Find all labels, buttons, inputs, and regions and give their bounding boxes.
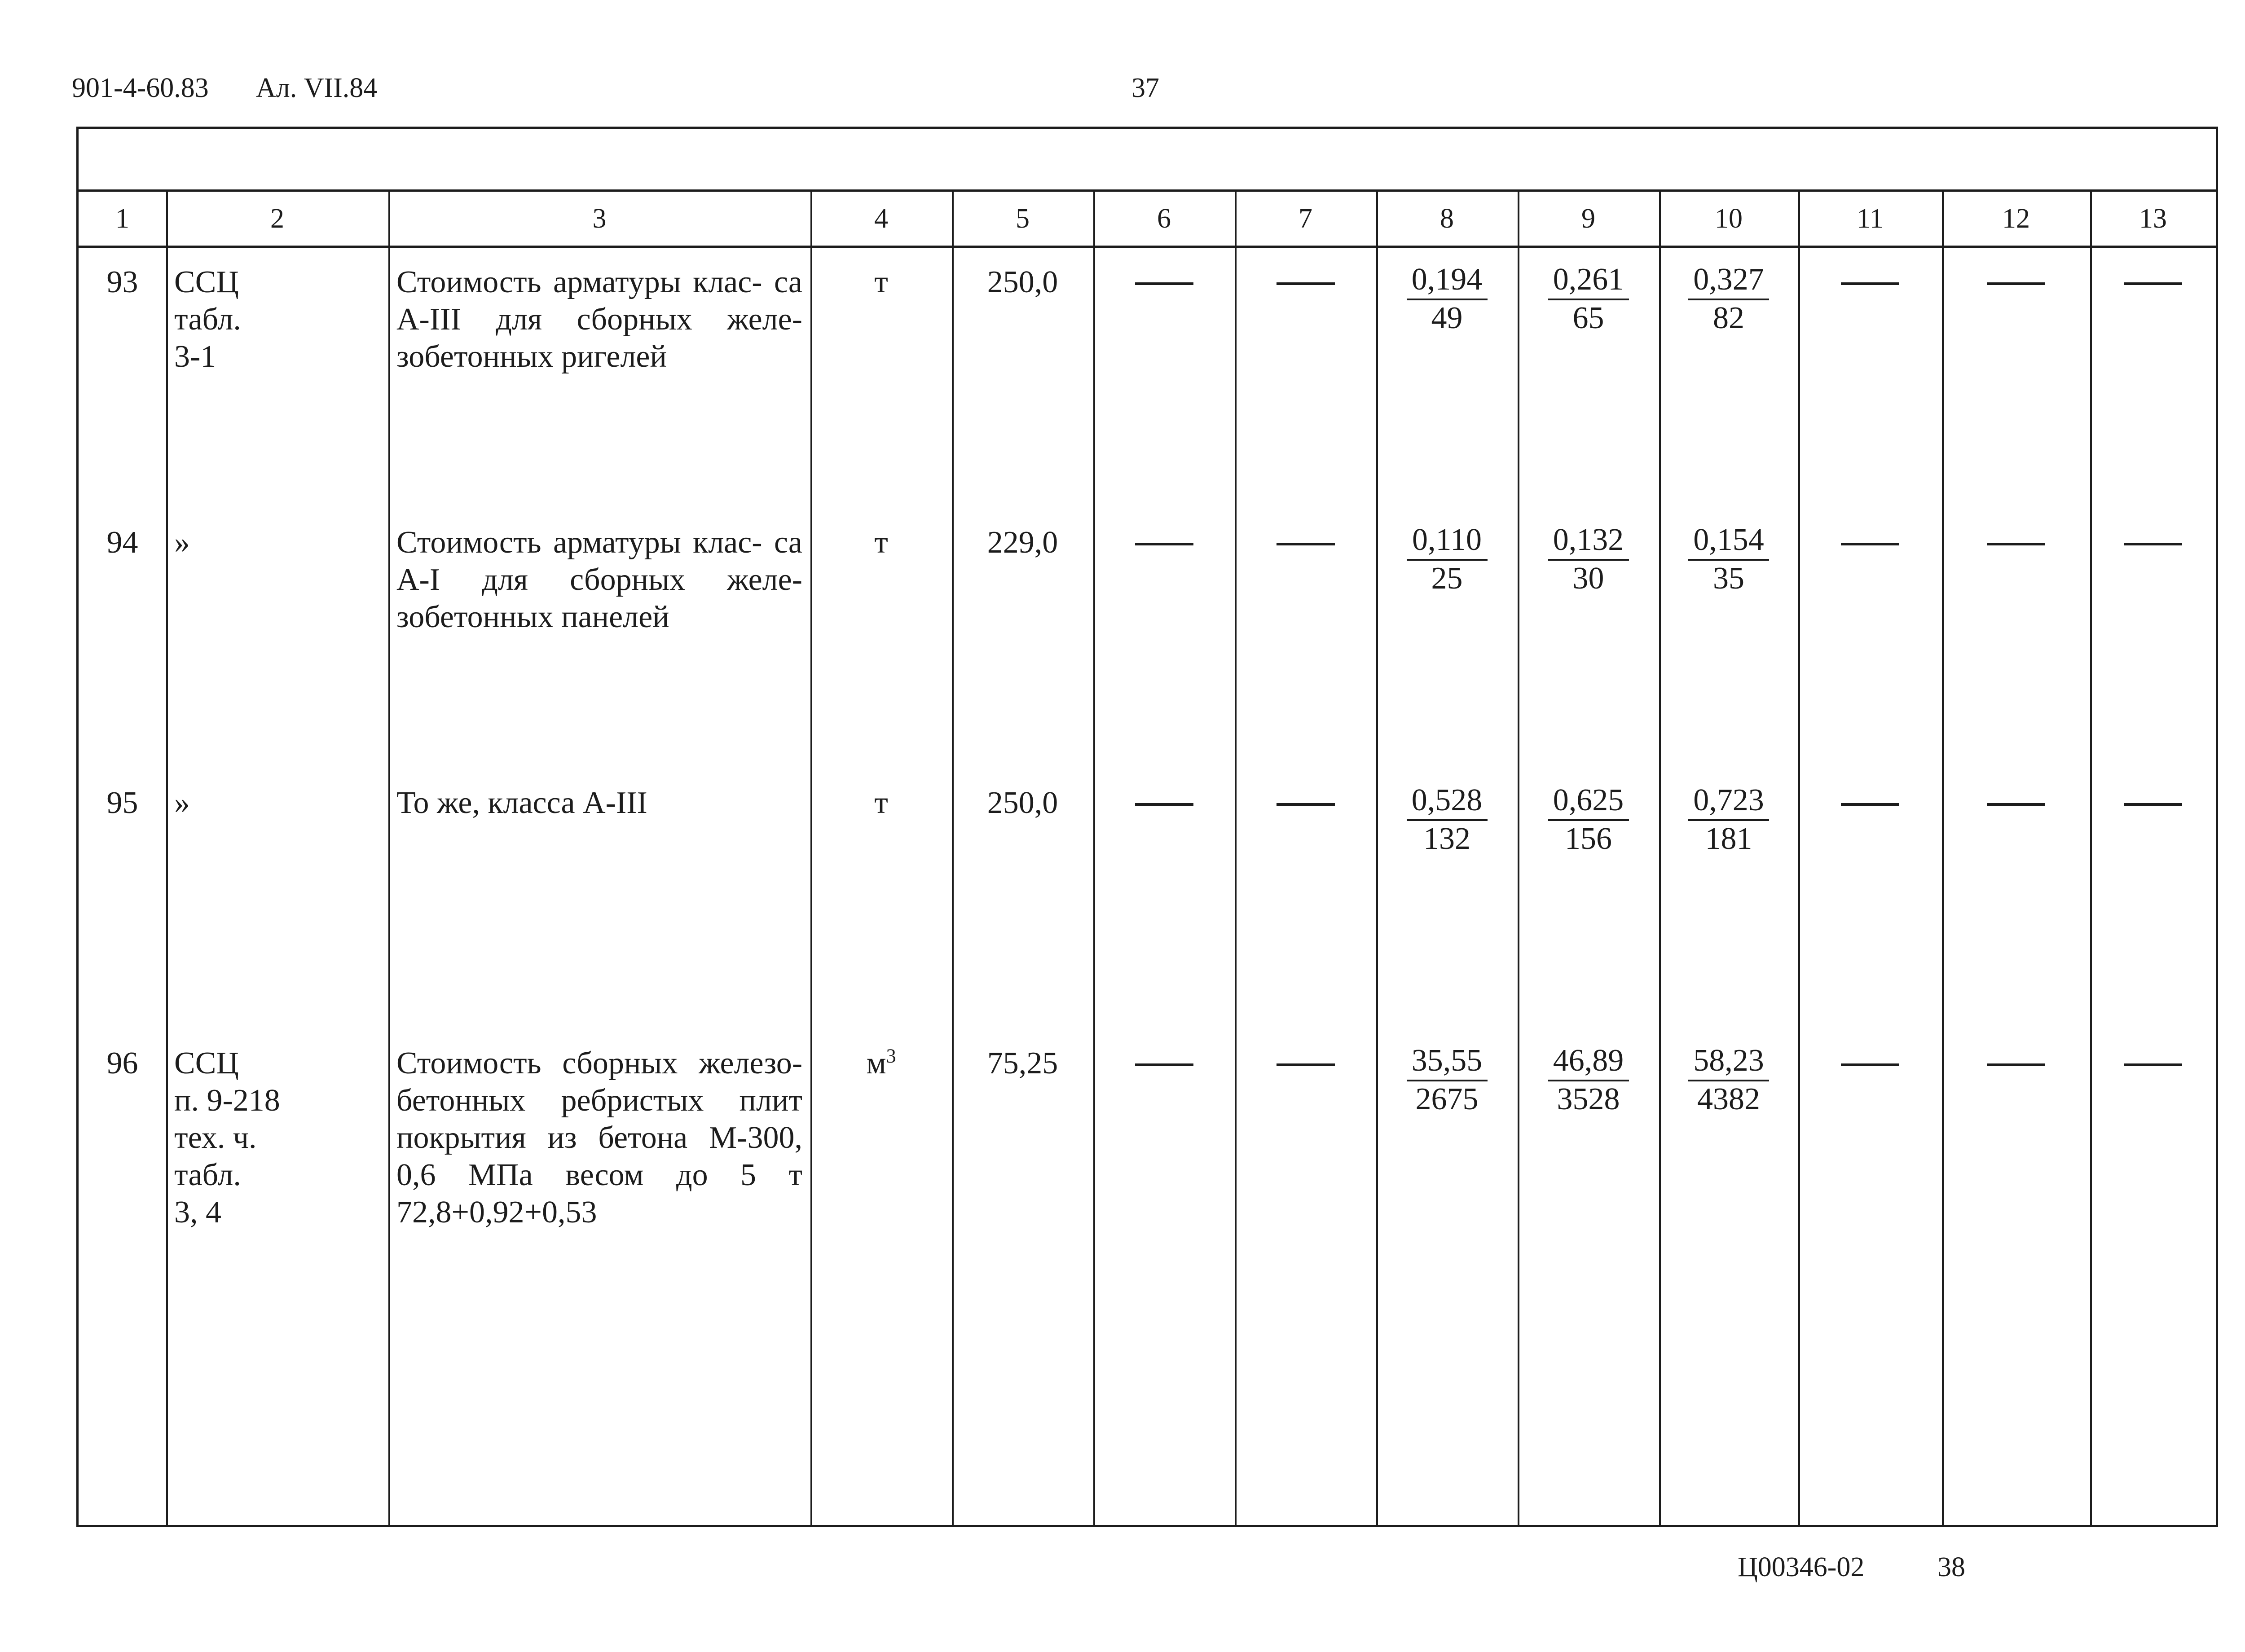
col10-fraction-numerator: 0,723 xyxy=(1688,782,1769,821)
col10-fraction-denominator: 4382 xyxy=(1697,1082,1760,1116)
column-number-8: 8 xyxy=(1440,203,1454,234)
col11-dash xyxy=(1841,1063,1899,1066)
footer-page-number: 38 xyxy=(1937,1552,1965,1582)
col10-fraction-numerator: 0,327 xyxy=(1688,262,1769,300)
column-divider xyxy=(1798,192,1800,1525)
column-number-13: 13 xyxy=(2139,203,2167,234)
col6-dash xyxy=(1135,1063,1193,1066)
column-divider xyxy=(2090,192,2092,1525)
col13-dash xyxy=(2124,803,2182,806)
source-line: ССЦ xyxy=(174,265,239,299)
item-description: Стоимость сборных железо- бетонных ребристых плит покрытия из бетона М-300, 0,6 МПа весом до 5 т 72,8+0,92+0,53 xyxy=(396,1046,802,1230)
unit-price: 75,25 xyxy=(987,1046,1058,1081)
col9-fraction-denominator: 65 xyxy=(1572,301,1604,335)
col9-fraction xyxy=(1544,522,1633,597)
unit-text: т xyxy=(874,265,888,299)
column-number-separator xyxy=(79,246,2216,248)
col6-dash xyxy=(1135,543,1193,545)
col8-fraction-denominator: 2675 xyxy=(1415,1082,1479,1116)
row-number: 94 xyxy=(106,525,138,560)
unit-superscript: 3 xyxy=(886,1045,896,1067)
row-number: 93 xyxy=(106,265,138,299)
table-top-band xyxy=(79,129,2216,192)
col10-fraction-denominator: 35 xyxy=(1713,561,1744,596)
col13-dash xyxy=(2124,1063,2182,1066)
col10-fraction xyxy=(1684,522,1774,597)
col9-fraction xyxy=(1544,262,1633,336)
unit-text: м xyxy=(866,1046,886,1081)
col9-fraction xyxy=(1544,782,1633,857)
source-reference xyxy=(174,264,380,375)
col8-fraction xyxy=(1402,1043,1492,1117)
column-number-4: 4 xyxy=(874,203,888,234)
col9-fraction-numerator: 0,132 xyxy=(1548,522,1629,561)
source-line: » xyxy=(174,786,190,820)
document-code: 901-4-60.83 xyxy=(72,73,209,103)
source-line: 3, 4 xyxy=(174,1195,221,1230)
col8-fraction-denominator: 132 xyxy=(1423,822,1470,856)
source-line: 3-1 xyxy=(174,339,216,374)
col9-fraction-denominator: 156 xyxy=(1565,822,1612,856)
col10-fraction-numerator: 58,23 xyxy=(1688,1043,1769,1081)
column-divider xyxy=(1518,192,1519,1525)
source-line: ССЦ xyxy=(174,1046,239,1081)
col13-dash xyxy=(2124,543,2182,545)
column-divider xyxy=(810,192,812,1525)
col6-dash xyxy=(1135,803,1193,806)
column-divider xyxy=(166,192,168,1525)
col9-fraction-numerator: 46,89 xyxy=(1548,1043,1629,1081)
col8-fraction xyxy=(1402,522,1492,597)
column-number-12: 12 xyxy=(2002,203,2030,234)
column-number-5: 5 xyxy=(1016,203,1030,234)
col10-fraction xyxy=(1684,782,1774,857)
col9-fraction-denominator: 30 xyxy=(1572,561,1604,596)
column-divider xyxy=(1235,192,1237,1525)
column-divider xyxy=(1093,192,1095,1525)
column-divider xyxy=(1942,192,1944,1525)
unit-price: 250,0 xyxy=(987,786,1058,820)
col8-fraction-denominator: 49 xyxy=(1431,301,1463,335)
page-number: 37 xyxy=(1131,73,1159,103)
column-divider xyxy=(952,192,954,1525)
column-divider xyxy=(388,192,390,1525)
column-number-9: 9 xyxy=(1581,203,1595,234)
column-number-7: 7 xyxy=(1299,203,1312,234)
col12-dash xyxy=(1987,543,2045,545)
unit xyxy=(819,524,944,561)
column-number-11: 11 xyxy=(1857,203,1884,234)
col12-dash xyxy=(1987,803,2045,806)
unit xyxy=(819,264,944,301)
source-line: табл. xyxy=(174,1158,241,1192)
column-number-3: 3 xyxy=(592,203,607,234)
col10-fraction xyxy=(1684,1043,1774,1117)
col10-fraction-denominator: 181 xyxy=(1705,822,1752,856)
col13-dash xyxy=(2124,282,2182,285)
row-number: 96 xyxy=(106,1046,138,1081)
col8-fraction-numerator: 0,194 xyxy=(1407,262,1488,300)
unit-price: 250,0 xyxy=(987,265,1058,299)
footer-document-code: Ц00346-02 xyxy=(1738,1552,1865,1582)
col8-fraction xyxy=(1402,262,1492,336)
col10-fraction-numerator: 0,154 xyxy=(1688,522,1769,561)
source-reference xyxy=(174,1045,380,1231)
col8-fraction-numerator: 0,528 xyxy=(1407,782,1488,821)
item-description: Стоимость арматуры клас- са А-I для сборных желе- зобетонных панелей xyxy=(396,525,802,634)
unit xyxy=(819,784,944,822)
col6-dash xyxy=(1135,282,1193,285)
col9-fraction-denominator: 3528 xyxy=(1557,1082,1620,1116)
column-divider xyxy=(1376,192,1378,1525)
col9-fraction xyxy=(1544,1043,1633,1117)
column-number-2: 2 xyxy=(270,203,284,234)
column-number-10: 10 xyxy=(1715,203,1743,234)
source-reference xyxy=(174,784,380,822)
col12-dash xyxy=(1987,1063,2045,1066)
source-line: п. 9-218 xyxy=(174,1083,280,1118)
source-line: » xyxy=(174,525,190,560)
col7-dash xyxy=(1277,543,1335,545)
col8-fraction-numerator: 0,110 xyxy=(1407,522,1488,561)
col7-dash xyxy=(1277,1063,1335,1066)
unit-text: т xyxy=(874,786,888,820)
col9-fraction-numerator: 0,261 xyxy=(1548,262,1629,300)
col8-fraction-denominator: 25 xyxy=(1431,561,1463,596)
source-reference xyxy=(174,524,380,561)
col10-fraction xyxy=(1684,262,1774,336)
col9-fraction-numerator: 0,625 xyxy=(1548,782,1629,821)
col11-dash xyxy=(1841,543,1899,545)
item-description: Стоимость арматуры клас- са А-III для сборных желе- зобетонных ригелей xyxy=(396,265,802,374)
row-number: 95 xyxy=(106,786,138,820)
source-line: тех. ч. xyxy=(174,1120,257,1155)
col11-dash xyxy=(1841,803,1899,806)
col8-fraction xyxy=(1402,782,1492,857)
col10-fraction-denominator: 82 xyxy=(1713,301,1744,335)
unit-text: т xyxy=(874,525,888,560)
item-description: То же, класса А-III xyxy=(396,786,647,820)
col8-fraction-numerator: 35,55 xyxy=(1407,1043,1488,1081)
col11-dash xyxy=(1841,282,1899,285)
col12-dash xyxy=(1987,282,2045,285)
col7-dash xyxy=(1277,282,1335,285)
album-number: Ал. VII.84 xyxy=(256,73,378,103)
unit-price: 229,0 xyxy=(987,525,1058,560)
source-line: табл. xyxy=(174,302,241,337)
unit xyxy=(819,1045,944,1082)
column-divider xyxy=(1659,192,1661,1525)
column-number-6: 6 xyxy=(1157,203,1171,234)
col7-dash xyxy=(1277,803,1335,806)
column-number-1: 1 xyxy=(115,203,129,234)
estimate-table xyxy=(76,127,2218,1527)
